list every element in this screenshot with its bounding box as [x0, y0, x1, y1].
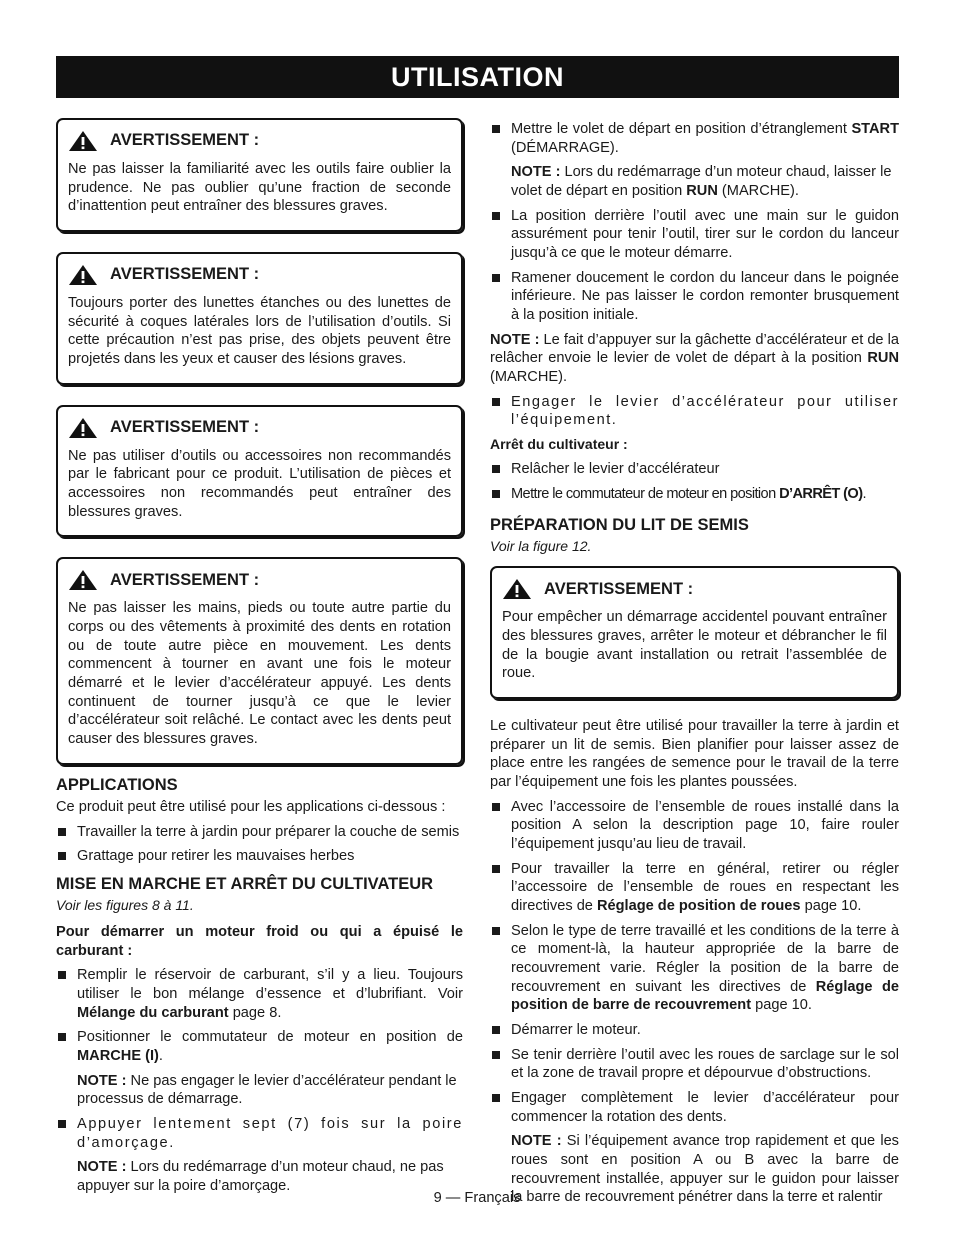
start-steps-list-cont-3	[490, 393, 899, 430]
arret-heading: Arrêt du cultivateur :	[490, 436, 628, 453]
warning-triangle-icon	[68, 417, 98, 439]
applications-intro: Ce produit peut être utilisé pour les applications ci-dessous :	[56, 798, 446, 815]
warning-box-5	[490, 566, 899, 699]
warning-heading: AVERTISSEMENT :	[110, 265, 260, 284]
warning-heading: AVERTISSEMENT :	[110, 570, 260, 589]
list-item: La position derrière l’outil avec une main sur le guidon assurément pour tenir l’outil, tirer sur le cordon du lanceur jusqu’à ce que le moteur démarre.	[490, 207, 899, 263]
warning-triangle-icon	[68, 569, 98, 591]
warning-triangle-icon	[502, 578, 532, 600]
warning-text: Ne pas laisser les mains, pieds ou toute autre partie du corps ou des vêtements à proximité des dents en rotation ou de toute autre pièce en mouvement. Les dents commencent à tourner en avant une fois le moteur démarré et le levier d’accélérateur appuyé. Les dents continuent de tourner jusqu’à ce que le levier d’accélérateur soit relâché. Le contact avec les dents peut causer des blessures graves.	[68, 600, 451, 748]
left-column	[56, 118, 463, 1202]
arret-list	[490, 460, 899, 503]
preparation-list	[490, 798, 899, 1127]
warning-triangle-icon	[68, 130, 98, 152]
warning-box-2	[56, 252, 463, 385]
list-item: Pour travailler la terre en général, retirer ou régler l’accessoire de l’ensemble de roues en respectant les directives de Réglage de position de roues page 10.	[490, 860, 899, 916]
list-item: Se tenir derrière l’outil avec les roues de sarclage sur le sol et la zone de travail propre et dépourvue d’obstructions.	[490, 1046, 899, 1083]
page-title: UTILISATION	[56, 56, 899, 98]
see-figures: Voir les figures 8 à 11.	[56, 897, 194, 913]
warning-box-1	[56, 118, 463, 232]
warning-heading: AVERTISSEMENT :	[544, 579, 694, 598]
list-item: Travailler la terre à jardin pour préparer la couche de semis	[56, 823, 463, 842]
see-figure: Voir la figure 12.	[490, 538, 592, 555]
note: NOTE : Lors du redémarrage d’un moteur chaud, ne pas appuyer sur la poire d’amorçage.	[77, 1159, 444, 1194]
page-footer: 9 — Français	[433, 1190, 521, 1206]
start-steps-list-2	[56, 1115, 463, 1152]
warning-text: Ne pas utiliser d’outils ou accessoires non recommandés par le fabricant pour ce produit. L’utilisation de pièces et accessoires non recommandés peut entraîner des blessures graves.	[68, 447, 451, 520]
warning-heading: AVERTISSEMENT :	[110, 131, 260, 150]
note: NOTE : Lors du redémarrage d’un moteur chaud, laisser le volet de départ en position RUN (MARCHE).	[511, 164, 892, 200]
warning-box-3	[56, 405, 463, 538]
note: NOTE : Ne pas engager le levier d’accélérateur pendant le processus de démarrage.	[77, 1072, 457, 1108]
list-item: Engager complètement le levier d’accélérateur pour commencer la rotation des dents.	[490, 1089, 899, 1126]
warning-triangle-icon	[68, 264, 98, 286]
applications-heading: APPLICATIONS	[56, 775, 178, 794]
warning-text: Ne pas laisser la familiarité avec les outils faire oublier la prudence. Ne pas oublier qu’une fraction de seconde d’inattention peut entraîner des blessures graves.	[68, 161, 451, 215]
list-item: Avec l’accessoire de l’ensemble de roues installé dans la position A selon la description page 10, faire rouler l’équipement jusqu’au lieu de travail.	[490, 798, 899, 854]
start-steps-list	[56, 966, 463, 1065]
list-item: Appuyer lentement sept (7) fois sur la poire d’amorçage.	[56, 1115, 463, 1152]
right-column	[490, 120, 899, 1213]
list-item: Ramener doucement le cordon du lanceur dans le poignée inférieure. Ne pas laisser le cordon remonter brusquement à la position initiale.	[490, 269, 899, 325]
cold-start-subheading: Pour démarrer un moteur froid ou qui a épuisé le carburant :	[56, 923, 463, 959]
applications-list	[56, 823, 463, 866]
mise-en-marche-heading: MISE EN MARCHE ET ARRÊT DU CULTIVATEUR	[56, 874, 434, 893]
warning-text: Pour empêcher un démarrage accidentel pouvant entraîner des blessures graves, arrêter le moteur et débrancher le fil de la bougie avant installation ou retrait l’assemblée de roue.	[502, 609, 887, 682]
list-item: Selon le type de terre travaillé et les conditions de la terre à ce moment-là, la hauteur appropriée de la barre de recouvrement varie. Régler la position de la barre de recouvrement en suivant les directives de Réglage de position de barre de recouvrement page 10.	[490, 922, 899, 1015]
start-steps-list-cont	[490, 120, 899, 157]
preparation-heading: PRÉPARATION DU LIT DE SEMIS	[490, 516, 749, 535]
warning-text: Toujours porter des lunettes étanches ou des lunettes de sécurité à coques latérales lors de l’utilisation d’outils. Si cette précaution n’est pas prise, des objets peuvent être projetés dans les yeux et causer des lésions graves.	[68, 295, 451, 368]
list-item: Mettre le volet de départ en position d’étranglement START (DÉMARRAGE).	[490, 120, 899, 157]
warning-box-4	[56, 557, 463, 764]
start-steps-list-cont-2	[490, 207, 899, 325]
list-item: Remplir le réservoir de carburant, s’il y a lieu. Toujours utiliser le bon mélange d’essence et d’lubrifiant. Voir Mélange du carburant page 8.	[56, 966, 463, 1022]
warning-heading: AVERTISSEMENT :	[110, 418, 260, 437]
preparation-intro: Le cultivateur peut être utilisé pour travailler la terre à jardin et préparer un lit de semis. Bien planifier pour laisser assez de place entre les rangées de semence pour le travail de la terre par l’équipement une fois les plantes poussées.	[490, 718, 899, 791]
list-item: Relâcher le levier d’accélérateur	[490, 460, 899, 479]
list-item: Grattage pour retirer les mauvaises herbes	[56, 847, 463, 866]
list-item: Démarrer le moteur.	[490, 1021, 899, 1040]
note: NOTE : Le fait d’appuyer sur la gâchette d’accélérateur et de la relâcher envoie le levier de volet de départ à la position RUN (MARCHE).	[490, 331, 899, 386]
list-item: Engager le levier d’accélérateur pour utiliser l’équipement.	[490, 393, 899, 430]
list-item: Positionner le commutateur de moteur en position de MARCHE (I).	[56, 1028, 463, 1065]
note: NOTE : Si l’équipement avance trop rapidement et que les roues sont en position A ou B avec la barre de recouvrement installée, appuyer sur le guidon pour laisser la barre de recouvrement pénétrer dans la terre et ralentir	[511, 1133, 899, 1206]
list-item: Mettre le commutateur de moteur en position D’ARRÊT (O).	[490, 485, 899, 504]
